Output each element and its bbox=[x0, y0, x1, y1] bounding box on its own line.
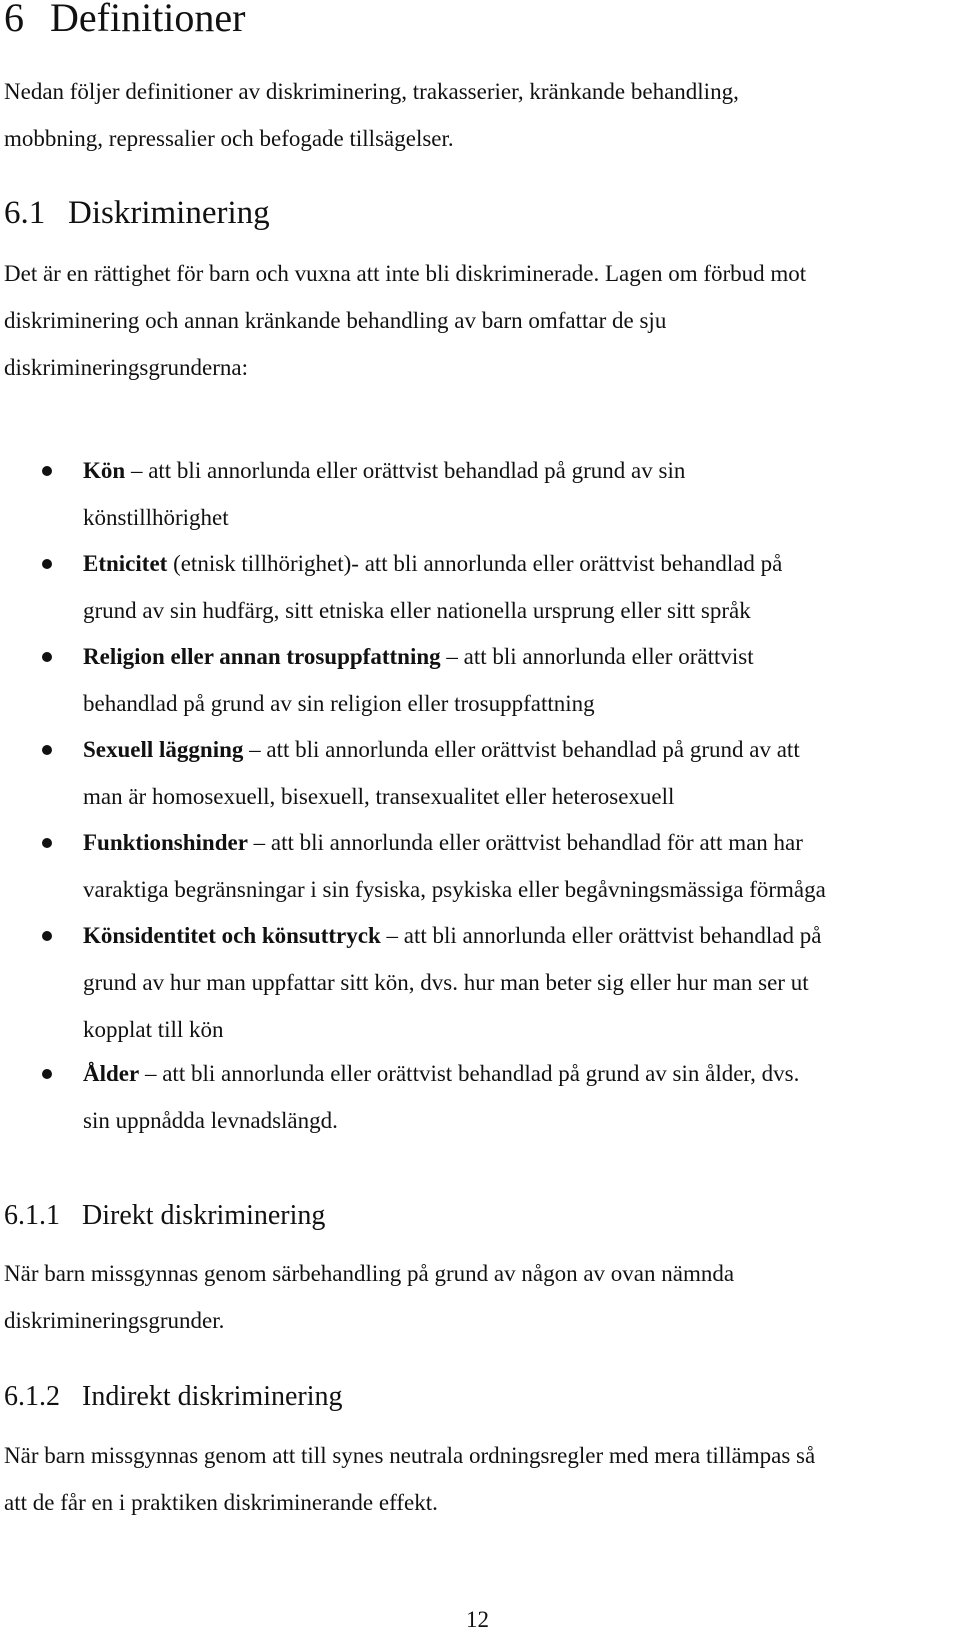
ground-text: behandlad på grund av sin religion eller trosuppfattning bbox=[83, 691, 595, 716]
bullet-icon bbox=[42, 745, 52, 755]
section-heading-6-1 bbox=[4, 194, 270, 232]
bullet-icon bbox=[42, 652, 52, 662]
bullet-icon bbox=[42, 559, 52, 569]
paragraph-line: När barn missgynnas genom att till synes neutrala ordningsregler med mera tillämpas så bbox=[4, 1443, 816, 1468]
ground-text: varaktiga begränsningar i sin fysiska, psykiska eller begåvningsmässiga förmåga bbox=[83, 877, 826, 902]
chapter-heading bbox=[4, 0, 246, 40]
section-heading-6-1-1 bbox=[4, 1199, 325, 1233]
ground-text: könstillhörighet bbox=[83, 505, 229, 530]
ground-text: – att bli annorlunda eller orättvist behandlad på grund av att bbox=[243, 737, 800, 762]
ground-text: – att bli annorlunda eller orättvist behandlad för att man har bbox=[247, 830, 803, 855]
ground-text: grund av hur man uppfattar sitt kön, dvs. hur man beter sig eller hur man ser ut bbox=[83, 970, 809, 995]
intro-paragraph bbox=[4, 68, 739, 162]
bullet-icon bbox=[42, 931, 52, 941]
section-title: Direkt diskriminering bbox=[82, 1200, 326, 1231]
section-number: 6.1.2 bbox=[4, 1381, 60, 1412]
section-title: Indirekt diskriminering bbox=[82, 1381, 343, 1412]
ground-term: Sexuell läggning bbox=[83, 737, 244, 762]
section-number: 6.1 bbox=[4, 195, 46, 231]
ground-term: Religion eller annan trosuppfattning bbox=[83, 644, 441, 669]
page-number: 12 bbox=[466, 1607, 489, 1632]
paragraph-line: diskriminering och annan kränkande behandling av barn omfattar de sju bbox=[4, 308, 667, 333]
section-6-1-paragraph bbox=[4, 250, 806, 391]
ground-text: man är homosexuell, bisexuell, transexualitet eller heterosexuell bbox=[83, 784, 675, 809]
section-6-1-1-paragraph bbox=[4, 1250, 734, 1344]
ground-term: Ålder bbox=[83, 1061, 140, 1086]
ground-text: – att bli annorlunda eller orättvist behandlad på grund av sin ålder, dvs. bbox=[139, 1061, 800, 1086]
bullet-icon bbox=[42, 838, 52, 848]
section-6-1-2-paragraph bbox=[4, 1432, 815, 1526]
ground-text: (etnisk tillhörighet)- att bli annorlunda eller orättvist behandlad på bbox=[167, 551, 783, 576]
intro-line: Nedan följer definitioner av diskriminering, trakasserier, kränkande behandling, bbox=[4, 79, 739, 104]
ground-term: Etnicitet bbox=[83, 551, 168, 576]
ground-text: grund av sin hudfärg, sitt etniska eller nationella ursprung eller sitt språk bbox=[83, 598, 751, 623]
ground-text: sin uppnådda levnadslängd. bbox=[83, 1108, 338, 1133]
ground-text: – att bli annorlunda eller orättvist behandlad på bbox=[380, 923, 822, 948]
bullet-icon bbox=[42, 1069, 52, 1079]
section-title: Diskriminering bbox=[68, 195, 270, 231]
ground-term: Funktionshinder bbox=[83, 830, 248, 855]
paragraph-line: Det är en rättighet för barn och vuxna att inte bli diskriminerade. Lagen om förbud mot bbox=[4, 261, 807, 286]
section-number: 6.1.1 bbox=[4, 1200, 60, 1231]
paragraph-line: diskrimineringsgrunder. bbox=[4, 1308, 225, 1333]
paragraph-line: diskrimineringsgrunderna: bbox=[4, 355, 249, 380]
bullet-icon bbox=[42, 466, 52, 476]
ground-term: Könsidentitet och könsuttryck bbox=[83, 923, 381, 948]
ground-term: Kön bbox=[83, 458, 126, 483]
ground-text: – att bli annorlunda eller orättvist bbox=[440, 644, 754, 669]
paragraph-line: När barn missgynnas genom särbehandling på grund av någon av ovan nämnda bbox=[4, 1261, 735, 1286]
ground-text: kopplat till kön bbox=[83, 1017, 224, 1042]
chapter-title: Definitioner bbox=[50, 0, 246, 40]
chapter-number: 6 bbox=[4, 0, 24, 40]
intro-line: mobbning, repressalier och befogade tillsägelser. bbox=[4, 126, 454, 151]
paragraph-line: att de får en i praktiken diskriminerande effekt. bbox=[4, 1490, 438, 1515]
section-heading-6-1-2 bbox=[4, 1380, 343, 1414]
ground-text: – att bli annorlunda eller orättvist behandlad på grund av sin bbox=[125, 458, 686, 483]
